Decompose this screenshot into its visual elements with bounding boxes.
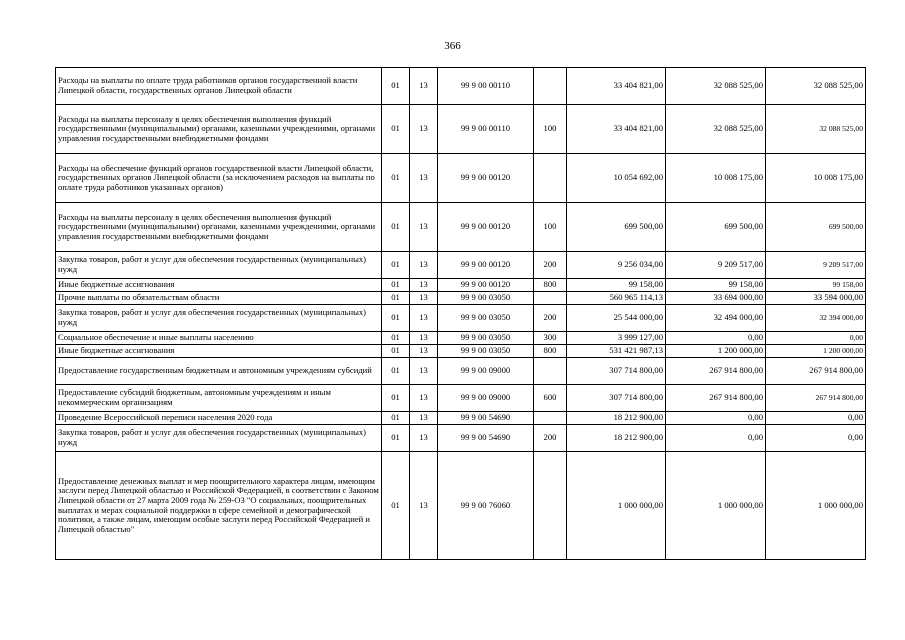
row-amount-2: 699 500,00 <box>666 203 766 252</box>
row-expense-type: 300 <box>534 332 567 345</box>
row-amount-2: 0,00 <box>666 412 766 425</box>
row-name: Предоставление субсидий бюджетным, автономным учреждениям и иным некоммерческим организациям <box>56 385 382 412</box>
row-subsection: 13 <box>410 279 438 292</box>
row-subsection: 13 <box>410 68 438 105</box>
row-name: Закупка товаров, работ и услуг для обеспечения государственных (муниципальных) нужд <box>56 305 382 332</box>
row-name: Закупка товаров, работ и услуг для обеспечения государственных (муниципальных) нужд <box>56 252 382 279</box>
row-section: 01 <box>382 154 410 203</box>
row-expense-type <box>534 68 567 105</box>
table-row <box>56 358 866 385</box>
row-amount-1: 1 000 000,00 <box>567 452 666 560</box>
row-name: Расходы на выплаты персоналу в целях обеспечения выполнения функций государственными (муниципальными) органами, казенными учреждениями, органами управления государственными внебюджетными фондами <box>56 105 382 154</box>
table-row <box>56 412 866 425</box>
row-section: 01 <box>382 425 410 452</box>
row-expense-type: 200 <box>534 425 567 452</box>
row-subsection: 13 <box>410 452 438 560</box>
budget-table <box>55 67 866 560</box>
row-section: 01 <box>382 305 410 332</box>
row-target-item: 99 9 00 00120 <box>438 279 534 292</box>
table-row <box>56 425 866 452</box>
row-expense-type: 800 <box>534 345 567 358</box>
row-name: Социальное обеспечение и иные выплаты населению <box>56 332 382 345</box>
row-name: Закупка товаров, работ и услуг для обеспечения государственных (муниципальных) нужд <box>56 425 382 452</box>
row-amount-3: 0,00 <box>766 412 866 425</box>
row-subsection: 13 <box>410 385 438 412</box>
row-section: 01 <box>382 358 410 385</box>
row-section: 01 <box>382 412 410 425</box>
row-expense-type: 600 <box>534 385 567 412</box>
row-expense-type: 100 <box>534 203 567 252</box>
row-amount-3: 699 500,00 <box>766 203 866 252</box>
row-expense-type: 200 <box>534 305 567 332</box>
row-amount-2: 0,00 <box>666 332 766 345</box>
row-section: 01 <box>382 385 410 412</box>
row-expense-type <box>534 358 567 385</box>
row-amount-3: 9 209 517,00 <box>766 252 866 279</box>
table-row <box>56 292 866 305</box>
table-row <box>56 252 866 279</box>
row-target-item: 99 9 00 09000 <box>438 358 534 385</box>
row-subsection: 13 <box>410 358 438 385</box>
row-amount-1: 307 714 800,00 <box>567 358 666 385</box>
row-amount-2: 32 088 525,00 <box>666 105 766 154</box>
row-target-item: 99 9 00 00110 <box>438 68 534 105</box>
row-amount-1: 33 404 821,00 <box>567 68 666 105</box>
row-expense-type: 800 <box>534 279 567 292</box>
table-row <box>56 203 866 252</box>
row-name: Иные бюджетные ассигнования <box>56 279 382 292</box>
row-expense-type <box>534 452 567 560</box>
row-amount-3: 10 008 175,00 <box>766 154 866 203</box>
row-amount-3: 267 914 800,00 <box>766 385 866 412</box>
table-row <box>56 105 866 154</box>
row-target-item: 99 9 00 00120 <box>438 252 534 279</box>
table-row <box>56 345 866 358</box>
row-amount-3: 32 394 000,00 <box>766 305 866 332</box>
table-row <box>56 279 866 292</box>
row-target-item: 99 9 00 09000 <box>438 385 534 412</box>
table-row <box>56 154 866 203</box>
table-row <box>56 385 866 412</box>
row-amount-1: 10 054 692,00 <box>567 154 666 203</box>
row-amount-2: 10 008 175,00 <box>666 154 766 203</box>
table-row <box>56 332 866 345</box>
row-expense-type <box>534 154 567 203</box>
row-name: Расходы на обеспечение функций органов государственной власти Липецкой области, государственных органов Липецкой области (за исключением расходов на выплаты по оплате труда работников указанных органов) <box>56 154 382 203</box>
row-amount-3: 99 158,00 <box>766 279 866 292</box>
row-name: Предоставление денежных выплат и мер поощрительного характера лицам, имеющим заслуги перед Липецкой областью и Российской Федерацией, в соответствии с Законом Липецкой области от 27 марта 2009 года № 259-ОЗ "О социальных, поощрительных выплатах и мерах социальной поддержки в сфере семейной и демографической политики, а также лицам, имеющим особые заслуги перед Российской Федерацией и Липецкой областью" <box>56 452 382 560</box>
row-amount-1: 560 965 114,13 <box>567 292 666 305</box>
row-amount-2: 0,00 <box>666 425 766 452</box>
row-subsection: 13 <box>410 345 438 358</box>
row-amount-2: 267 914 800,00 <box>666 358 766 385</box>
row-amount-2: 99 158,00 <box>666 279 766 292</box>
row-amount-3: 32 088 525,00 <box>766 105 866 154</box>
row-subsection: 13 <box>410 305 438 332</box>
row-amount-2: 32 088 525,00 <box>666 68 766 105</box>
row-subsection: 13 <box>410 105 438 154</box>
row-section: 01 <box>382 105 410 154</box>
row-target-item: 99 9 00 00110 <box>438 105 534 154</box>
row-subsection: 13 <box>410 203 438 252</box>
row-amount-3: 1 200 000,00 <box>766 345 866 358</box>
row-target-item: 99 9 00 03050 <box>438 332 534 345</box>
row-target-item: 99 9 00 00120 <box>438 154 534 203</box>
row-target-item: 99 9 00 03050 <box>438 345 534 358</box>
table-row <box>56 452 866 560</box>
row-amount-3: 33 594 000,00 <box>766 292 866 305</box>
row-expense-type <box>534 412 567 425</box>
row-amount-1: 531 421 987,13 <box>567 345 666 358</box>
page-number: 366 <box>444 40 461 52</box>
row-amount-1: 18 212 900,00 <box>567 425 666 452</box>
row-section: 01 <box>382 203 410 252</box>
row-amount-1: 307 714 800,00 <box>567 385 666 412</box>
row-amount-3: 267 914 800,00 <box>766 358 866 385</box>
budget-table-body <box>56 68 866 560</box>
row-name: Предоставление государственным бюджетным и автономным учреждениям субсидий <box>56 358 382 385</box>
row-amount-3: 0,00 <box>766 425 866 452</box>
row-subsection: 13 <box>410 332 438 345</box>
row-amount-1: 25 544 000,00 <box>567 305 666 332</box>
row-target-item: 99 9 00 00120 <box>438 203 534 252</box>
row-subsection: 13 <box>410 425 438 452</box>
row-amount-2: 32 494 000,00 <box>666 305 766 332</box>
row-target-item: 99 9 00 54690 <box>438 425 534 452</box>
row-amount-1: 9 256 034,00 <box>567 252 666 279</box>
row-amount-3: 32 088 525,00 <box>766 68 866 105</box>
row-subsection: 13 <box>410 252 438 279</box>
row-amount-2: 267 914 800,00 <box>666 385 766 412</box>
row-amount-1: 99 158,00 <box>567 279 666 292</box>
row-name: Расходы на выплаты персоналу в целях обеспечения выполнения функций государственными (муниципальными) органами, казенными учреждениями, органами управления государственными внебюджетными фондами <box>56 203 382 252</box>
row-amount-2: 33 694 000,00 <box>666 292 766 305</box>
row-target-item: 99 9 00 03050 <box>438 292 534 305</box>
row-section: 01 <box>382 292 410 305</box>
row-section: 01 <box>382 332 410 345</box>
table-row <box>56 305 866 332</box>
row-amount-2: 9 209 517,00 <box>666 252 766 279</box>
table-row <box>56 68 866 105</box>
row-target-item: 99 9 00 54690 <box>438 412 534 425</box>
row-target-item: 99 9 00 03050 <box>438 305 534 332</box>
row-name: Иные бюджетные ассигнования <box>56 345 382 358</box>
row-section: 01 <box>382 252 410 279</box>
row-amount-3: 0,00 <box>766 332 866 345</box>
row-target-item: 99 9 00 76060 <box>438 452 534 560</box>
row-subsection: 13 <box>410 412 438 425</box>
row-name: Проведение Всероссийской переписи населения 2020 года <box>56 412 382 425</box>
row-amount-2: 1 000 000,00 <box>666 452 766 560</box>
row-amount-1: 699 500,00 <box>567 203 666 252</box>
row-expense-type: 200 <box>534 252 567 279</box>
row-amount-1: 3 999 127,00 <box>567 332 666 345</box>
row-amount-2: 1 200 000,00 <box>666 345 766 358</box>
row-expense-type: 100 <box>534 105 567 154</box>
row-amount-1: 18 212 900,00 <box>567 412 666 425</box>
row-subsection: 13 <box>410 292 438 305</box>
row-amount-1: 33 404 821,00 <box>567 105 666 154</box>
row-section: 01 <box>382 279 410 292</box>
row-section: 01 <box>382 452 410 560</box>
row-section: 01 <box>382 68 410 105</box>
row-expense-type <box>534 292 567 305</box>
row-section: 01 <box>382 345 410 358</box>
row-subsection: 13 <box>410 154 438 203</box>
row-name: Расходы на выплаты по оплате труда работников органов государственной власти Липецкой области, государственных органов Липецкой области <box>56 68 382 105</box>
row-amount-3: 1 000 000,00 <box>766 452 866 560</box>
row-name: Прочие выплаты по обязательствам области <box>56 292 382 305</box>
